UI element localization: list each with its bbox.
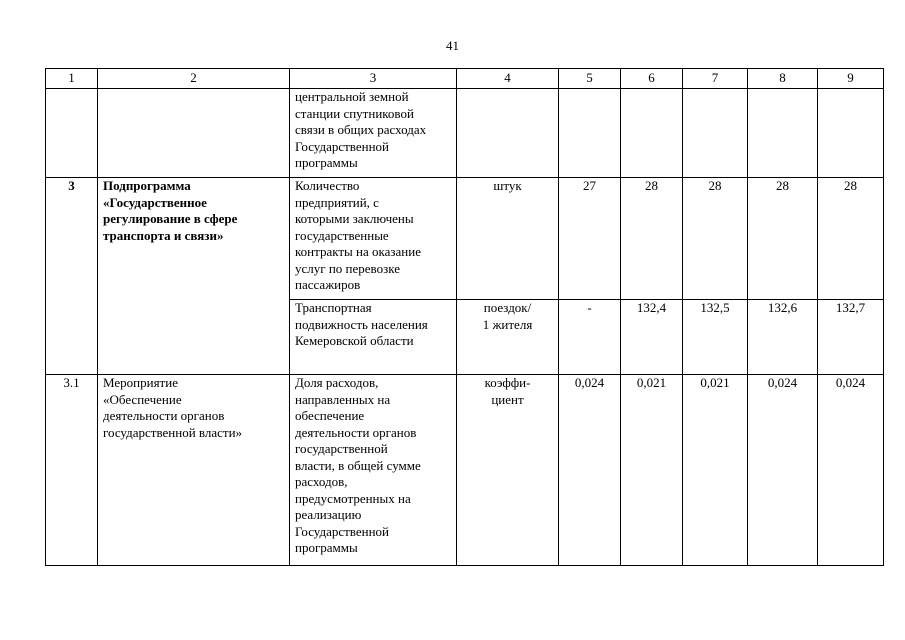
column-header: 1: [46, 69, 98, 89]
column-header: 5: [559, 69, 621, 89]
column-header: 6: [621, 69, 683, 89]
value-cell: -: [559, 300, 621, 375]
table-row: [46, 375, 884, 566]
table-row: [46, 178, 884, 300]
value-cell: 0,024: [818, 375, 884, 566]
column-header: 4: [457, 69, 559, 89]
value-cell: 132,6: [748, 300, 818, 375]
indicator-name: центральной земной станции спутниковой связи в общих расходах Государственной программы: [290, 89, 457, 178]
column-header: 3: [290, 69, 457, 89]
unit: штук: [457, 178, 559, 300]
value-cell: 27: [559, 178, 621, 300]
indicators-table: [45, 68, 884, 566]
column-header: 9: [818, 69, 884, 89]
value-cell: 132,5: [683, 300, 748, 375]
column-header: 8: [748, 69, 818, 89]
value-cell: 0,024: [748, 375, 818, 566]
unit: коэффи- циент: [457, 375, 559, 566]
table-row: [46, 89, 884, 178]
value-cell: 0,024: [559, 375, 621, 566]
value-cell: 28: [621, 178, 683, 300]
row-number: 3.1: [46, 375, 98, 566]
value-cell: 0,021: [621, 375, 683, 566]
value-cell: [621, 89, 683, 178]
program-name: [98, 89, 290, 178]
value-cell: 132,7: [818, 300, 884, 375]
value-cell: [683, 89, 748, 178]
indicator-name: Транспортная подвижность населения Кемеровской области: [290, 300, 457, 375]
value-cell: 28: [748, 178, 818, 300]
row-number: 3: [46, 178, 98, 375]
value-cell: 0,021: [683, 375, 748, 566]
indicator-name: Количество предприятий, с которыми заключены государственные контракты на оказание услуг по перевозке пассажиров: [290, 178, 457, 300]
value-cell: [748, 89, 818, 178]
value-cell: 28: [683, 178, 748, 300]
page-number: 41: [446, 38, 459, 53]
value-cell: [559, 89, 621, 178]
table-header-row: [46, 69, 884, 89]
row-number: [46, 89, 98, 178]
column-header: 7: [683, 69, 748, 89]
unit: [457, 89, 559, 178]
unit: поездок/ 1 жителя: [457, 300, 559, 375]
value-cell: 132,4: [621, 300, 683, 375]
value-cell: 28: [818, 178, 884, 300]
value-cell: [818, 89, 884, 178]
indicator-name: Доля расходов, направленных на обеспечение деятельности органов государственной власти, в общей сумме расходов, предусмотренных на реализацию Государственной программы: [290, 375, 457, 566]
program-name: Мероприятие «Обеспечение деятельности органов государственной власти»: [98, 375, 290, 566]
column-header: 2: [98, 69, 290, 89]
program-name: Подпрограмма «Государственное регулирование в сфере транспорта и связи»: [98, 178, 290, 375]
